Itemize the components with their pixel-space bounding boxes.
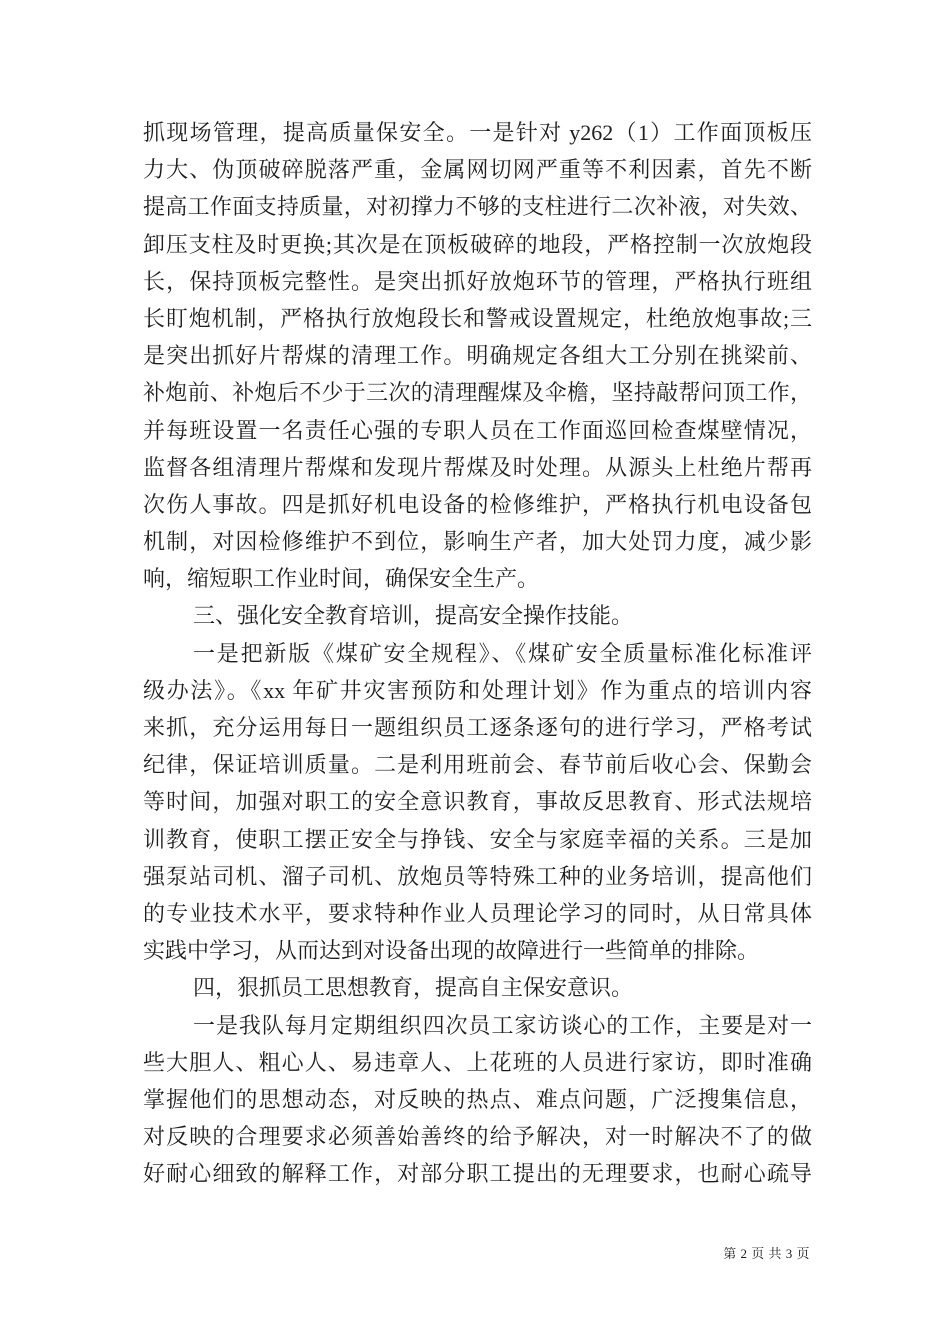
text-line: 机制，对因检修维护不到位，影响生产者，加大处罚力度，减少影	[143, 529, 812, 555]
text-line-paragraph-start: 一是把新版《煤矿安全规程》、《煤矿安全质量标准化标准评	[193, 640, 812, 666]
text-line-paragraph-start: 一是我队每月定期组织四次员工家访谈心的工作，主要是对一	[193, 1012, 812, 1038]
text-line: 力大、伪顶破碎脱落严重，金属网切网严重等不利因素，首先不断	[143, 157, 812, 183]
text-line: 是突出抓好片帮煤的清理工作。明确规定各组大工分别在挑梁前、	[143, 343, 812, 369]
text-line: 好耐心细致的解释工作，对部分职工提出的无理要求，也耐心疏导	[143, 1161, 812, 1187]
text-line: 并每班设置一名责任心强的专职人员在工作面巡回检查煤壁情况，	[143, 417, 812, 443]
text-line: 长，保持顶板完整性。是突出抓好放炮环节的管理，严格执行班组	[143, 268, 812, 294]
text-line-paragraph-end: 响，缩短职工作业时间，确保安全生产。	[143, 566, 540, 592]
text-line: 提高工作面支持质量，对初撑力不够的支柱进行二次补液，对失效、	[143, 194, 812, 220]
text-line: 的专业技术水平，要求特种作业人员理论学习的同时，从日常具体	[143, 900, 812, 926]
text-line: 些大胆人、粗心人、易违章人、上花班的人员进行家访，即时准确	[143, 1049, 812, 1075]
text-line: 来抓，充分运用每日一题组织员工逐条逐句的进行学习，严格考试	[143, 715, 812, 740]
section-heading-four: 四，狠抓员工思想教育，提高自主保安意识。	[193, 975, 634, 1001]
text-line: 强泵站司机、溜子司机、放炮员等特殊工种的业务培训，提高他们	[143, 863, 812, 889]
text-line: 纪律，保证培训质量。二是利用班前会、春节前后收心会、保勤会	[143, 752, 812, 778]
text-line: 等时间，加强对职工的安全意识教育，事故反思教育、形式法规培	[143, 789, 812, 815]
text-line: 级办法》。《xx 年矿井灾害预防和处理计划》作为重点的培训内容	[143, 677, 812, 703]
section-heading-three: 三、强化安全教育培训，提高安全操作技能。	[193, 603, 634, 629]
page-footer	[723, 1245, 810, 1263]
text-line: 长盯炮机制，严格执行放炮段长和警戒设置规定，杜绝放炮事故;三	[143, 305, 812, 331]
text-line: 对反映的合理要求必须善始善终的给予解决，对一时解决不了的做	[143, 1124, 812, 1150]
text-line: 监督各组清理片帮煤和发现片帮煤及时处理。从源头上杜绝片帮再	[143, 454, 812, 480]
text-line: 次伤人事故。四是抓好机电设备的检修维护，严格执行机电设备包	[143, 491, 812, 517]
text-line: 卸压支柱及时更换;其次是在顶板破碎的地段，严格控制一次放炮段	[143, 231, 812, 257]
text-line: 训教育，使职工摆正安全与挣钱、安全与家庭幸福的关系。三是加	[143, 826, 812, 852]
page-number-label: 第 2 页 共 3 页	[723, 1246, 810, 1261]
text-line: 掌握他们的思想动态，对反映的热点、难点问题，广泛搜集信息，	[143, 1086, 812, 1112]
page-content	[143, 114, 812, 1192]
text-line-paragraph-end: 实践中学习，从而达到对设备出现的故障进行一些简单的排除。	[143, 938, 760, 964]
text-line: 补炮前、补炮后不少于三次的清理醒煤及伞檐，坚持敲帮问顶工作，	[143, 380, 812, 406]
text-line: 抓现场管理，提高质量保安全。一是针对 y262（1）工作面顶板压	[143, 120, 812, 145]
